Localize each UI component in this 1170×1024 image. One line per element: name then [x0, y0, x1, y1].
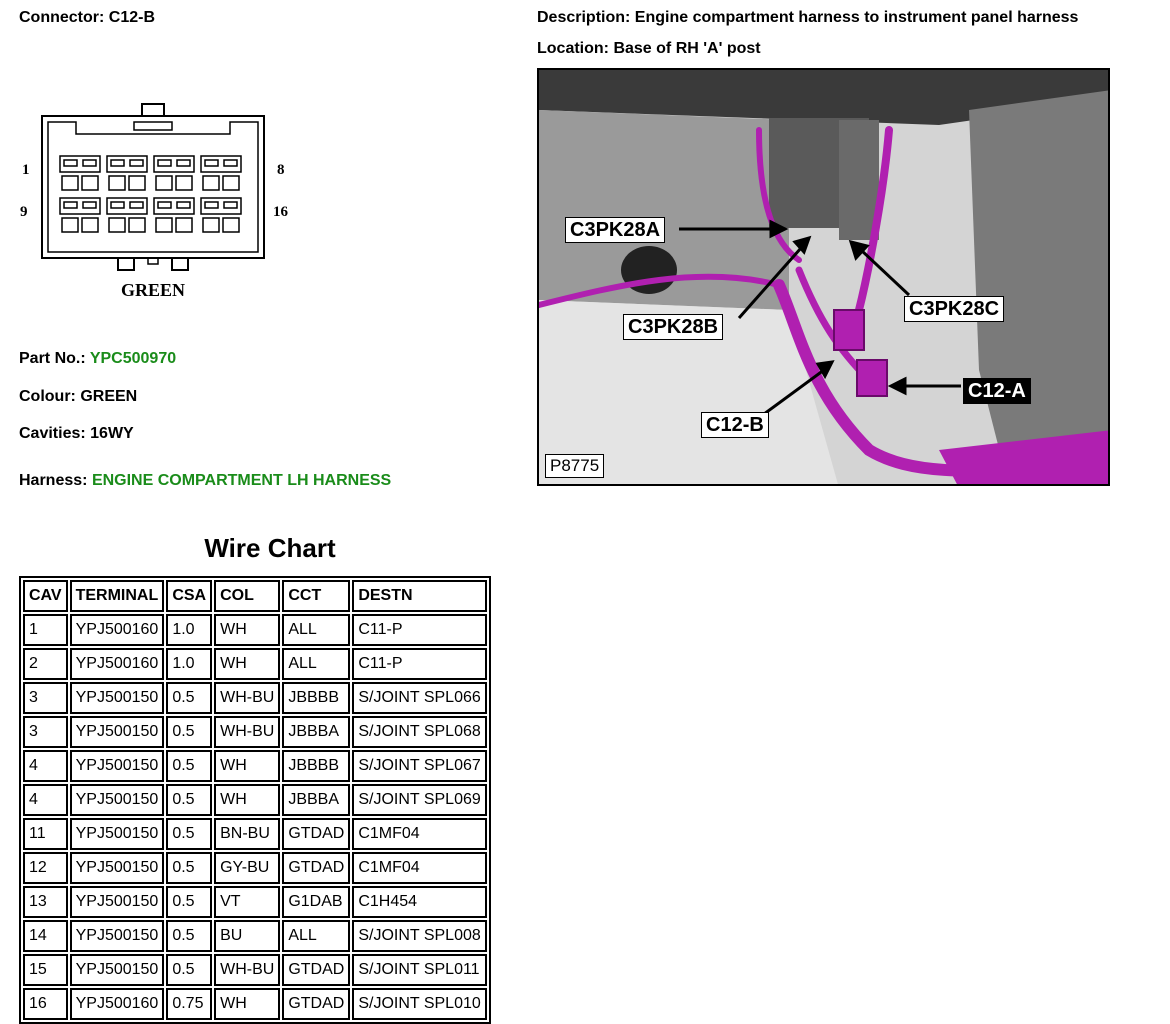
cell-csa: 0.5	[166, 920, 212, 952]
wire-chart-body	[23, 614, 487, 1020]
table-row	[23, 818, 487, 850]
column-header-cav: CAV	[23, 580, 68, 612]
colour-label: Colour:	[19, 388, 76, 405]
cavity-pair	[154, 156, 194, 190]
wire-chart-table	[19, 576, 491, 1024]
cell-terminal: YPJ500150	[70, 750, 165, 782]
cell-col: WH-BU	[214, 954, 280, 986]
table-row	[23, 750, 487, 782]
cell-col: WH	[214, 614, 280, 646]
cavity-9	[62, 218, 78, 232]
cavity-pair	[107, 156, 147, 190]
cavity-pair	[60, 156, 100, 190]
cavity-6	[176, 176, 192, 190]
connector-colour-caption: GREEN	[120, 280, 186, 300]
cell-csa: 0.75	[166, 988, 212, 1020]
cell-cav: 4	[23, 750, 68, 782]
cell-destn: S/JOINT SPL010	[352, 988, 486, 1020]
table-row	[23, 886, 487, 918]
connector-value: C12-B	[108, 9, 156, 26]
cell-terminal: YPJ500150	[70, 852, 165, 884]
cell-terminal: YPJ500150	[70, 682, 165, 714]
location-photo	[537, 68, 1110, 486]
table-row	[23, 784, 487, 816]
cell-csa: 0.5	[166, 784, 212, 816]
cell-terminal: YPJ500160	[70, 988, 165, 1020]
location-line	[537, 40, 761, 58]
cell-csa: 0.5	[166, 750, 212, 782]
callout-c3pk28c: C3PK28C	[904, 296, 1004, 322]
cavity-12	[129, 218, 145, 232]
cell-col: WH	[214, 784, 280, 816]
cell-cct: GTDAD	[282, 818, 350, 850]
cavity-grid	[60, 156, 241, 232]
cell-destn: S/JOINT SPL067	[352, 750, 486, 782]
cell-cav: 16	[23, 988, 68, 1020]
description-label: Description:	[537, 9, 631, 26]
cavity-7	[203, 176, 219, 190]
cell-cav: 11	[23, 818, 68, 850]
cell-terminal: YPJ500150	[70, 920, 165, 952]
cell-col: WH	[214, 750, 280, 782]
pin-label-9: 9	[20, 204, 28, 220]
location-label: Location:	[537, 40, 609, 57]
cell-cct: JBBBB	[282, 682, 350, 714]
cavity-pair	[154, 198, 194, 232]
cavity-14	[176, 218, 192, 232]
cavity-10	[82, 218, 98, 232]
cell-destn: S/JOINT SPL068	[352, 716, 486, 748]
cell-terminal: YPJ500150	[70, 784, 165, 816]
cell-cct: JBBBB	[282, 750, 350, 782]
cell-cct: G1DAB	[282, 886, 350, 918]
cell-terminal: YPJ500150	[70, 818, 165, 850]
cell-terminal: YPJ500150	[70, 716, 165, 748]
cell-cav: 12	[23, 852, 68, 884]
cavity-pair	[201, 156, 241, 190]
cell-col: GY-BU	[214, 852, 280, 884]
cell-cct: ALL	[282, 648, 350, 680]
part-no-label: Part No.:	[19, 350, 86, 367]
table-row	[23, 682, 487, 714]
cell-cav: 14	[23, 920, 68, 952]
description-value: Engine compartment harness to instrument panel harness	[634, 9, 1079, 26]
column-header-terminal: TERMINAL	[70, 580, 165, 612]
column-header-csa: CSA	[166, 580, 212, 612]
cavities-value: 16WY	[90, 425, 134, 442]
cell-csa: 0.5	[166, 716, 212, 748]
location-value: Base of RH 'A' post	[613, 40, 761, 57]
cell-csa: 0.5	[166, 886, 212, 918]
connector-label: Connector:	[19, 9, 105, 26]
cavity-13	[156, 218, 172, 232]
cell-cav: 1	[23, 614, 68, 646]
cell-cct: JBBBA	[282, 784, 350, 816]
cell-destn: C11-P	[352, 648, 486, 680]
callout-c3pk28b: C3PK28B	[623, 314, 723, 340]
pin-label-16: 16	[273, 204, 288, 220]
cavity-pair	[107, 198, 147, 232]
cell-cct: ALL	[282, 614, 350, 646]
cell-csa: 0.5	[166, 682, 212, 714]
cell-cct: JBBBA	[282, 716, 350, 748]
cavity-16	[223, 218, 239, 232]
cavities-line	[19, 425, 134, 443]
photo-illustration	[539, 70, 1110, 486]
cell-cct: ALL	[282, 920, 350, 952]
cell-cav: 15	[23, 954, 68, 986]
column-header-col: COL	[214, 580, 280, 612]
cell-destn: C1MF04	[352, 818, 486, 850]
colour-line	[19, 388, 137, 406]
cavity-pair	[201, 198, 241, 232]
cavity-15	[203, 218, 219, 232]
harness-label: Harness:	[19, 472, 88, 489]
column-header-cct: CCT	[282, 580, 350, 612]
cell-col: WH	[214, 648, 280, 680]
table-row	[23, 648, 487, 680]
cavity-1	[62, 176, 78, 190]
wire-chart-header-row	[23, 580, 487, 612]
cell-col: WH-BU	[214, 682, 280, 714]
cavity-3	[109, 176, 125, 190]
table-row	[23, 716, 487, 748]
cavity-5	[156, 176, 172, 190]
description-line	[537, 9, 1078, 27]
cell-cav: 3	[23, 682, 68, 714]
table-row	[23, 988, 487, 1020]
cell-col: WH	[214, 988, 280, 1020]
cell-col: WH-BU	[214, 716, 280, 748]
table-row	[23, 852, 487, 884]
cell-csa: 1.0	[166, 614, 212, 646]
cell-destn: S/JOINT SPL069	[352, 784, 486, 816]
cell-destn: S/JOINT SPL066	[352, 682, 486, 714]
table-row	[23, 920, 487, 952]
cell-cct: GTDAD	[282, 954, 350, 986]
callout-c12-b: C12-B	[701, 412, 769, 438]
callout-c12-a: C12-A	[963, 378, 1031, 404]
harness-line	[19, 472, 391, 490]
cell-cav: 13	[23, 886, 68, 918]
cell-csa: 0.5	[166, 852, 212, 884]
cell-cct: GTDAD	[282, 988, 350, 1020]
table-row	[23, 614, 487, 646]
part-no-line	[19, 350, 176, 368]
cell-terminal: YPJ500160	[70, 648, 165, 680]
cell-col: BU	[214, 920, 280, 952]
cell-destn: C1H454	[352, 886, 486, 918]
cell-destn: C1MF04	[352, 852, 486, 884]
cavities-label: Cavities:	[19, 425, 86, 442]
cavity-11	[109, 218, 125, 232]
harness-value: ENGINE COMPARTMENT LH HARNESS	[91, 472, 392, 489]
cavity-8	[223, 176, 239, 190]
cavity-2	[82, 176, 98, 190]
cell-csa: 0.5	[166, 954, 212, 986]
part-no-value: YPC500970	[89, 350, 177, 367]
connector-heading	[19, 9, 155, 27]
pin-label-8: 8	[277, 162, 285, 178]
cell-col: VT	[214, 886, 280, 918]
cell-destn: S/JOINT SPL011	[352, 954, 486, 986]
column-header-destn: DESTN	[352, 580, 486, 612]
cell-cav: 2	[23, 648, 68, 680]
pin-label-1: 1	[22, 162, 30, 178]
table-row	[23, 954, 487, 986]
cavity-4	[129, 176, 145, 190]
cell-csa: 0.5	[166, 818, 212, 850]
cell-csa: 1.0	[166, 648, 212, 680]
cell-terminal: YPJ500160	[70, 614, 165, 646]
cell-terminal: YPJ500150	[70, 886, 165, 918]
colour-value: GREEN	[80, 388, 138, 405]
cell-cav: 4	[23, 784, 68, 816]
wire-chart-title: Wire Chart	[204, 533, 336, 563]
photo-id-label: P8775	[545, 454, 604, 478]
callout-c3pk28a: C3PK28A	[565, 217, 665, 243]
cavity-pair	[60, 198, 100, 232]
cell-cav: 3	[23, 716, 68, 748]
cell-destn: C11-P	[352, 614, 486, 646]
cell-destn: S/JOINT SPL008	[352, 920, 486, 952]
connector-face-diagram	[18, 100, 308, 300]
cell-cct: GTDAD	[282, 852, 350, 884]
cell-terminal: YPJ500150	[70, 954, 165, 986]
cell-col: BN-BU	[214, 818, 280, 850]
